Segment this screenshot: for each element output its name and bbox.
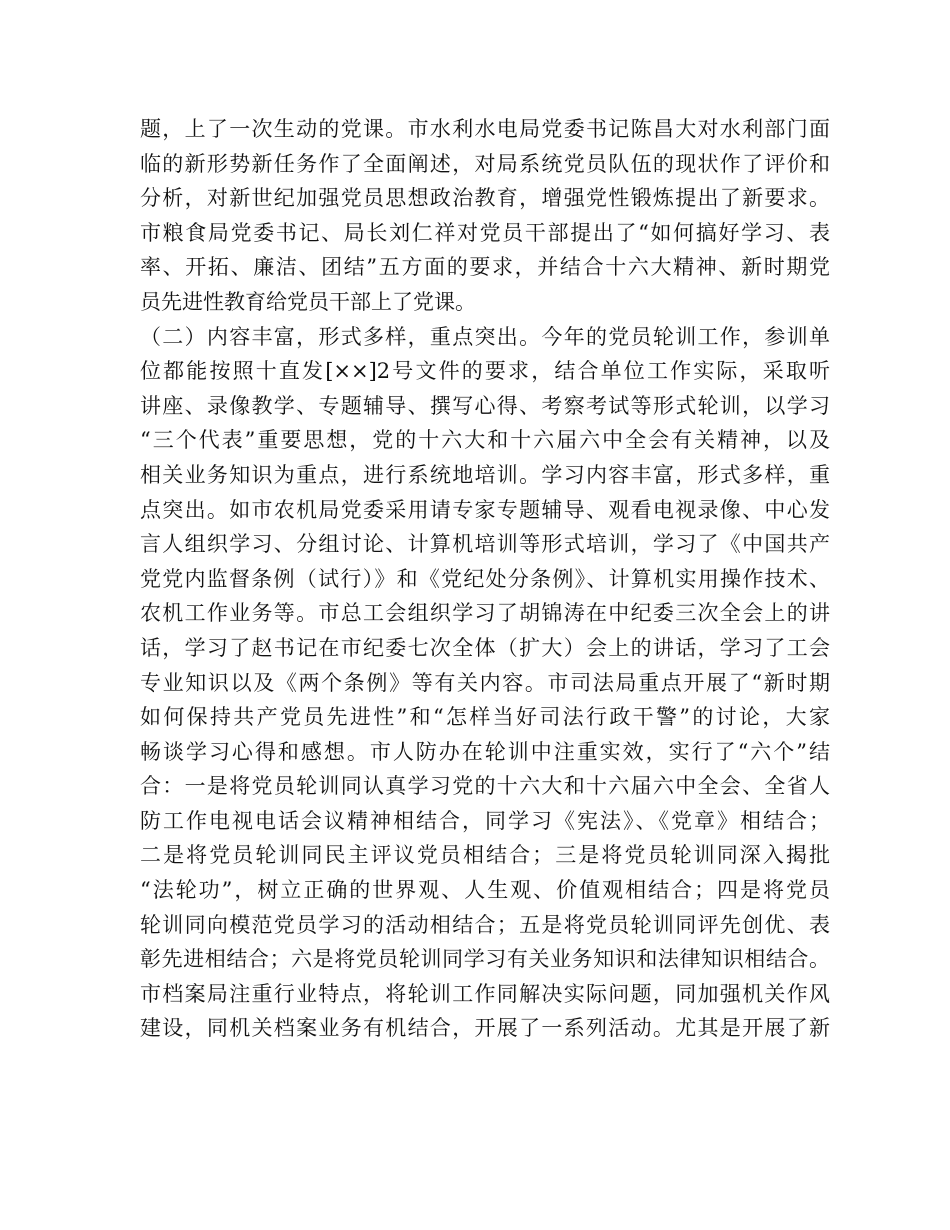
text-line: 防工作电视电话会议精神相结合，同学习《宪法》、《党章》相结合； xyxy=(140,808,830,833)
text-line: 二是将党员轮训同民主评议党员相结合；三是将党员轮训同深入揭批 xyxy=(140,843,830,868)
text-line: 农机工作业务等。市总工会组织学习了胡锦涛在中纪委三次全会上的讲 xyxy=(140,601,830,626)
text-line: 合：一是将党员轮训同认真学习党的十六大和十六届六中全会、全省人 xyxy=(140,774,830,799)
text-line: 话，学习了赵书记在市纪委七次全体（扩大）会上的讲话，学习了工会 xyxy=(140,635,830,660)
text-line: 题，上了一次生动的党课。市水利水电局党委书记陈昌大对水利部门面 xyxy=(140,117,830,141)
text-line: 市粮食局党委书记、局长刘仁祥对党员干部提出了“如何搞好学习、表 xyxy=(140,220,830,245)
text-line: 专业知识以及《两个条例》等有关内容。市司法局重点开展了“新时期 xyxy=(140,670,830,695)
text-line: 畅谈学习心得和感想。市人防办在轮训中注重实效，实行了“六个”结 xyxy=(140,739,830,764)
text-line: 分析，对新世纪加强党员思想政治教育，增强党性锻炼提出了新要求。 xyxy=(140,186,830,211)
text-line: 位都能按照十直发[××]2号文件的要求，结合单位工作实际，采取听 xyxy=(140,359,830,384)
text-line: 党党内监督条例（试行）》和《党纪处分条例》、计算机实用操作技术、 xyxy=(140,566,830,591)
text-line: 轮训同向模范党员学习的活动相结合；五是将党员轮训同评先创优、表 xyxy=(140,912,830,937)
text-line: （二）内容丰富，形式多样，重点突出。今年的党员轮训工作，参训单 xyxy=(140,324,830,349)
text-line: 讲座、录像教学、专题辅导、撰写心得、考察考试等形式轮训，以学习 xyxy=(140,393,830,418)
text-line: 临的新形势新任务作了全面阐述，对局系统党员队伍的现状作了评价和 xyxy=(140,151,830,176)
text-line: “三个代表”重要思想，党的十六大和十六届六中全会有关精神，以及 xyxy=(140,428,830,453)
text-line: 如何保持共产党员先进性”和“怎样当好司法行政干警”的讨论，大家 xyxy=(140,705,830,730)
text-line: 率、开拓、廉洁、团结”五方面的要求，并结合十六大精神、新时期党 xyxy=(140,255,830,280)
text-line: 言人组织学习、分组讨论、计算机培训等形式培训，学习了《中国共产 xyxy=(140,532,830,557)
text-line: “法轮功”，树立正确的世界观、人生观、价值观相结合；四是将党员 xyxy=(140,878,830,903)
text-line: 点突出。如市农机局党委采用请专家专题辅导、观看电视录像、中心发 xyxy=(140,497,830,522)
text-line: 相关业务知识为重点，进行系统地培训。学习内容丰富，形式多样，重 xyxy=(140,462,830,487)
text-line: 彰先进相结合；六是将党员轮训同学习有关业务知识和法律知识相结合。 xyxy=(140,947,830,972)
body-text xyxy=(140,112,830,1046)
text-line: 员先进性教育给党员干部上了党课。 xyxy=(140,289,476,314)
text-line: 市档案局注重行业特点，将轮训工作同解决实际问题，同加强机关作风 xyxy=(140,981,830,1006)
text-line: 建设，同机关档案业务有机结合，开展了一系列活动。尤其是开展了新 xyxy=(140,1016,830,1041)
